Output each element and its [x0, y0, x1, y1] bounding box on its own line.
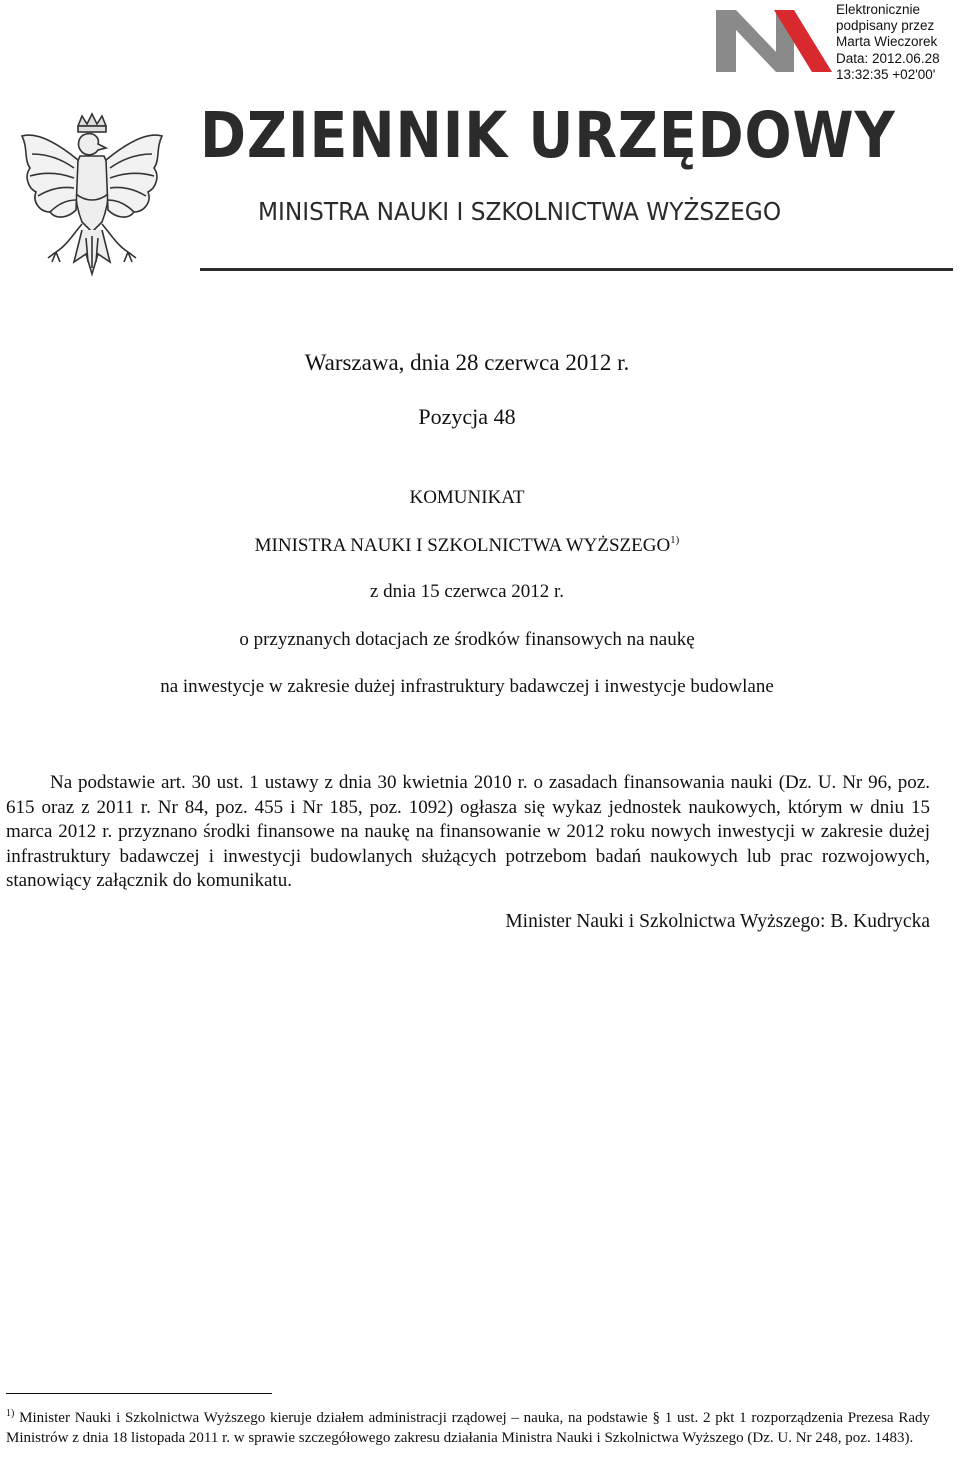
signature-logo-icon [714, 8, 834, 74]
signature-line: Minister Nauki i Szkolnictwa Wyższego: B. Kudrycka [505, 911, 930, 932]
document-type: KOMUNIKAT [409, 487, 525, 508]
document-body: Na podstawie art. 30 ust. 1 ustawy z dnia 30 kwietnia 2010 r. o zasadach finansowania nauki (Dz. U. Nr 96, poz. 615 oraz z 2011 r. Nr 84, poz. 455 i Nr 185, poz. 1092) ogłasza się wykaz jednostek naukowych, którym w dniu 15 marca 2012 r. przyznano środki finansowe na naukę na finansowanie w 2012 roku nowych inwestycji w zakresie dużej infrastruktury badawczej i inwestycji budowlanych służących potrzebom badań naukowych lub prac rozwojowych, stanowiący załącznik do komunikatu. [6, 772, 930, 891]
document-subject-line-2: na inwestycje w zakresie dużej infrastruktury badawczej i inwestycje budowlane [160, 676, 774, 697]
signature-stamp-line: podpisany przez [836, 18, 935, 34]
footnote-reference: 1) [670, 534, 680, 546]
masthead-subtitle: MINISTRA NAUKI I SZKOLNICTWA WYŻSZEGO [258, 197, 782, 226]
document-date: z dnia 15 czerwca 2012 r. [369, 581, 565, 602]
signature-stamp-line: Marta Wieczorek [836, 34, 938, 50]
eagle-emblem-icon [16, 112, 168, 282]
place-date: Warszawa, dnia 28 czerwca 2012 r. [304, 350, 630, 375]
signature-stamp [836, 2, 940, 83]
issuer-name: MINISTRA NAUKI I SZKOLNICTWA WYŻSZEGO [254, 535, 671, 556]
masthead-title: DZIENNIK URZĘDOWY [200, 99, 896, 172]
footnote-text: Minister Nauki i Szkolnictwa Wyższego kieruje działem administracji rządowej – nauka, na podstawie § 1 ust. 2 pkt 1 rozporządzenia Prezesa Rady Ministrów z dnia 18 listopada 2011 r. w sprawie szczegółowego zakresu działania Ministra Nauki i Szkolnictwa Wyższego (Dz. U. Nr 248, poz. 1483). [6, 1410, 931, 1446]
footnote-marker: 1) [6, 1408, 15, 1419]
signature-stamp-line: Elektronicznie [836, 2, 921, 17]
signature-stamp-line: Data: 2012.06.28 [836, 50, 940, 66]
document-issuer [0, 534, 934, 557]
footnote-separator [6, 1393, 272, 1394]
document-subject-line-1: o przyznanych dotacjach ze środków finansowych na naukę [239, 629, 695, 650]
signature-stamp-line: 13:32:35 +02'00' [836, 66, 936, 82]
position-number: Pozycja 48 [418, 404, 516, 429]
masthead-rule [200, 268, 953, 271]
footnote [6, 1404, 930, 1448]
